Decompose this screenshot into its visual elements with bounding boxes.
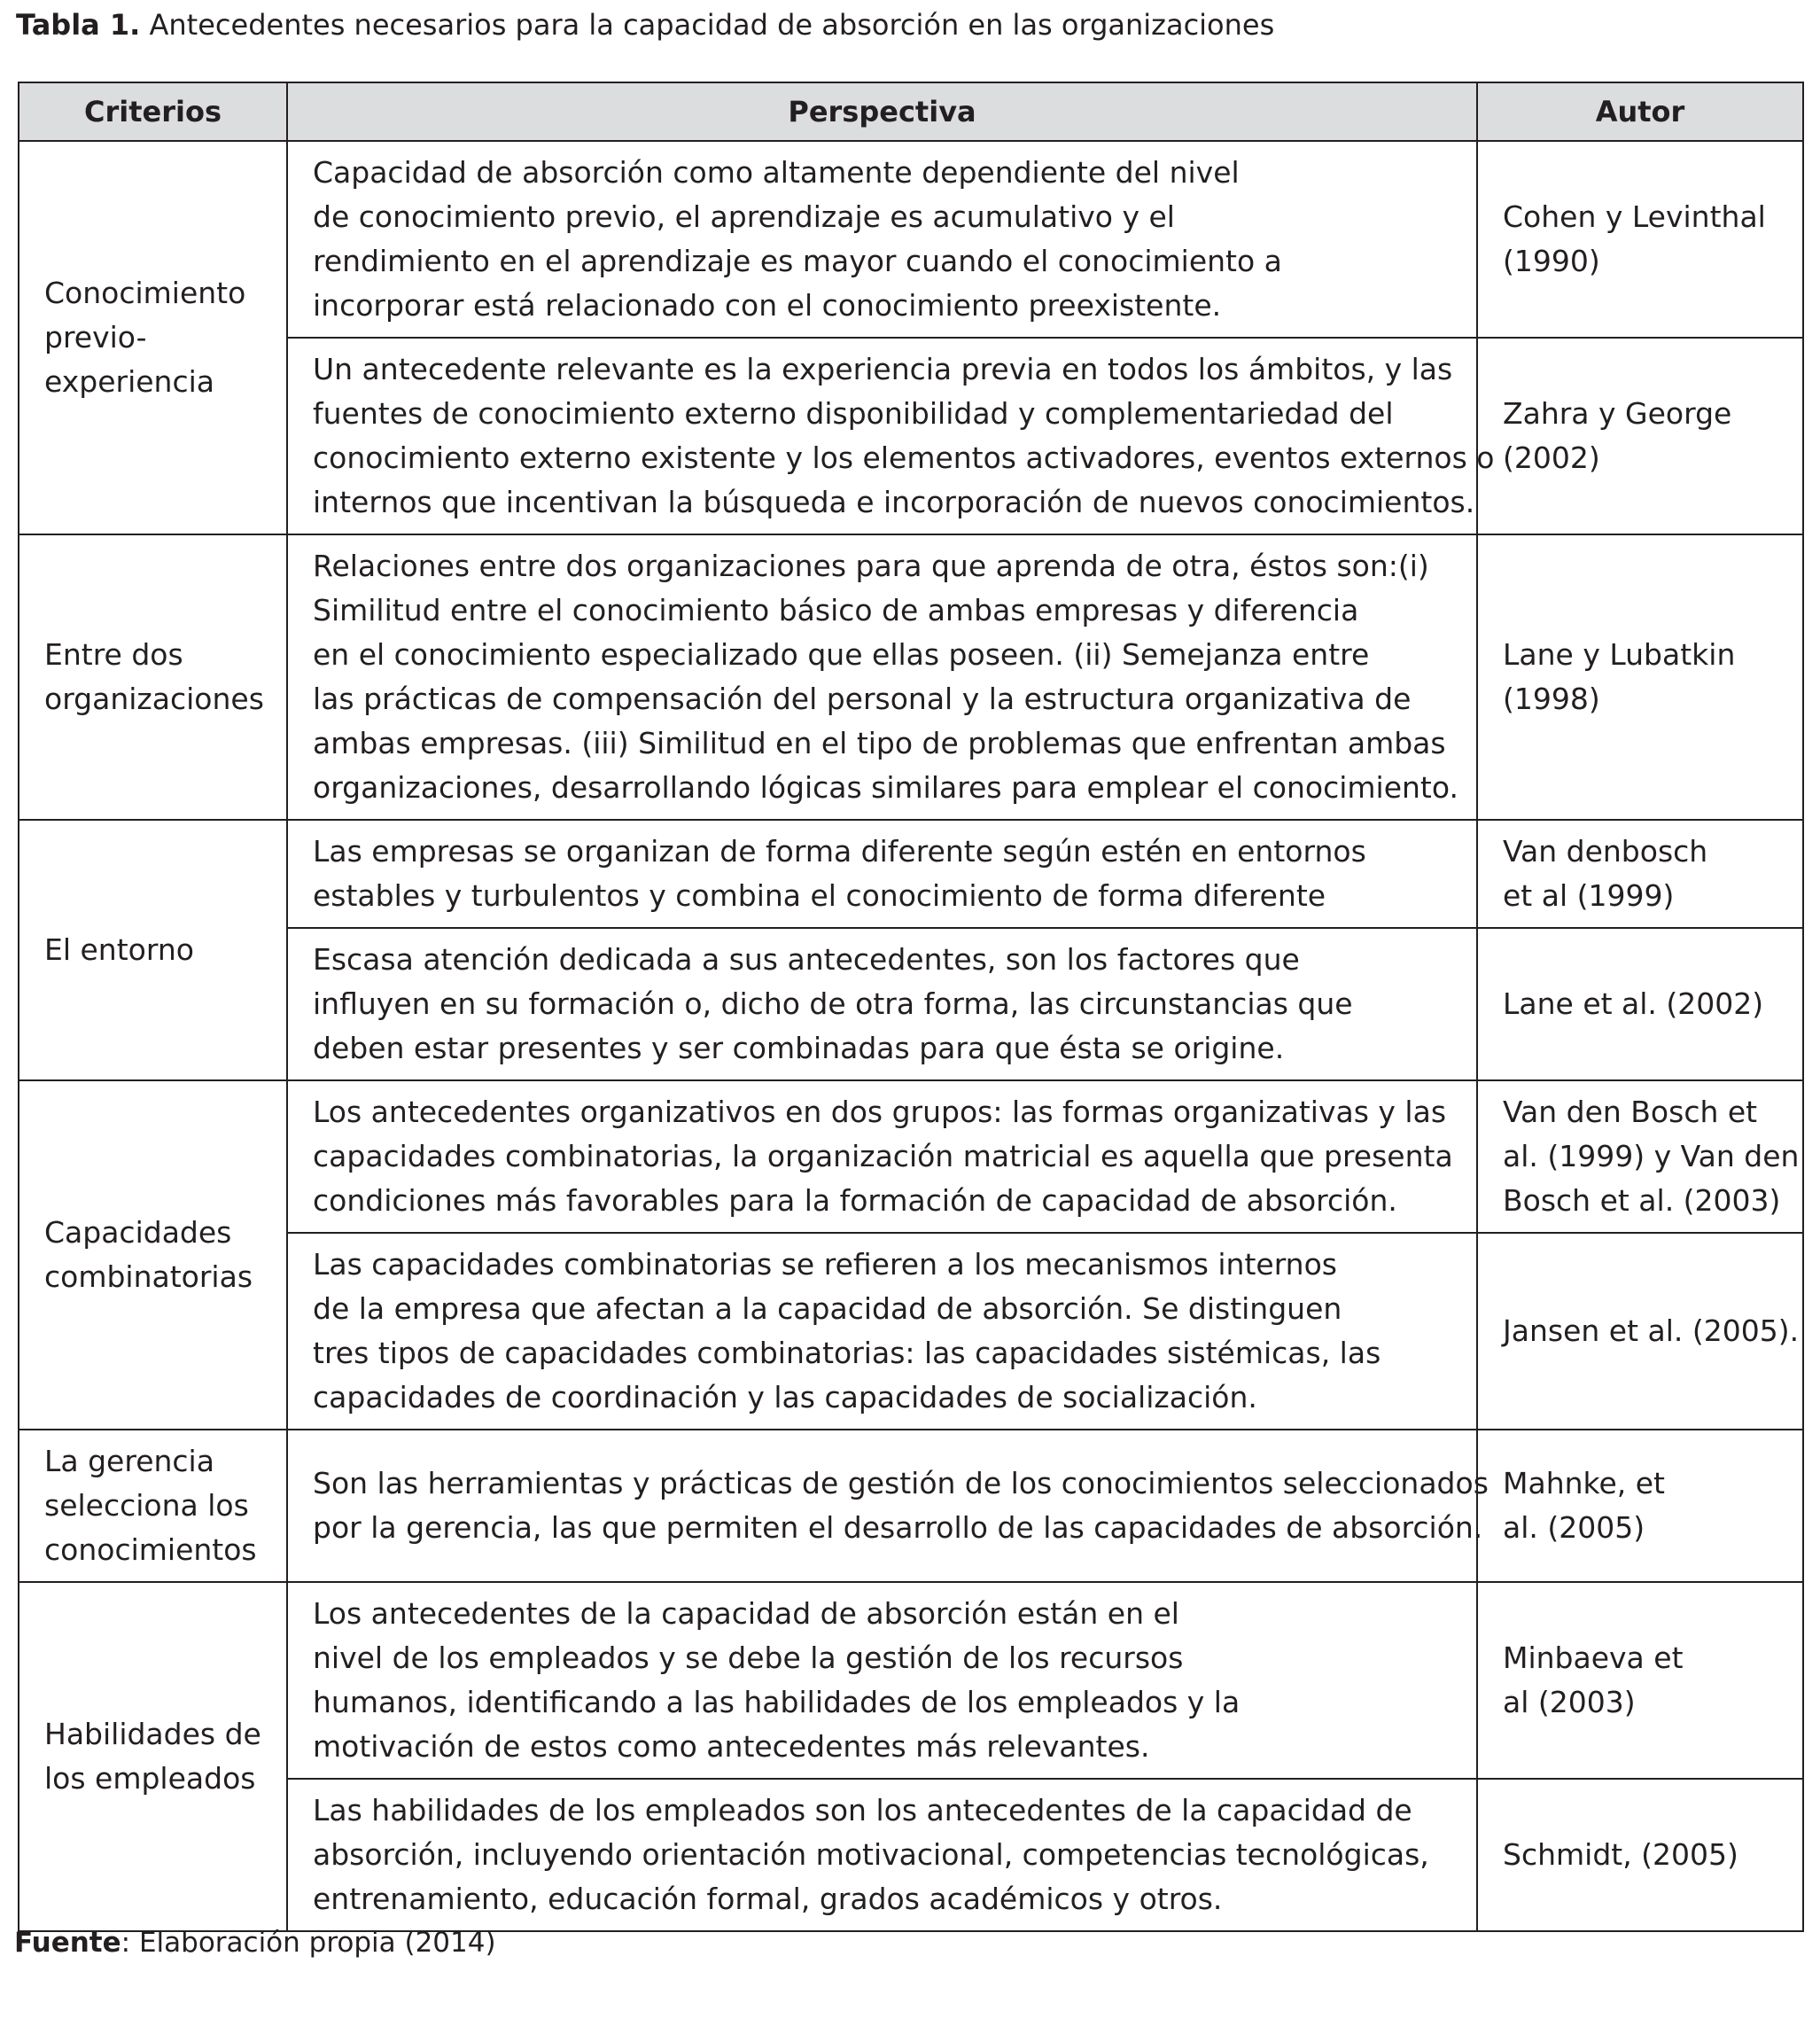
autor-line: Lane et al. (2002) — [1503, 986, 1764, 1021]
autor-line: Jansen et al. (2005). — [1503, 1313, 1800, 1348]
perspectiva-cell — [287, 1080, 1477, 1233]
autor-cell — [1477, 338, 1803, 534]
autor-cell — [1477, 820, 1803, 928]
autor-line: Van denbosch — [1503, 834, 1708, 869]
perspectiva-line: rendimiento en el aprendizaje es mayor cuando el conocimiento a — [313, 244, 1282, 278]
perspectiva-cell — [287, 820, 1477, 928]
perspectiva-line: tres tipos de capacidades combinatorias: las capacidades sistémicas, las — [313, 1336, 1381, 1370]
perspectiva-line: motivación de estos como antecedentes más relevantes. — [313, 1729, 1150, 1764]
table-row — [19, 534, 1803, 820]
table-row — [19, 141, 1803, 338]
perspectiva-line: Las capacidades combinatorias se refieren a los mecanismos internos — [313, 1247, 1337, 1282]
autor-line: (1990) — [1503, 244, 1600, 278]
table-row — [19, 1430, 1803, 1582]
perspectiva-line: condiciones más favorables para la formación de capacidad de absorción. — [313, 1183, 1397, 1218]
autor-cell — [1477, 1080, 1803, 1233]
autor-line: Schmidt, (2005) — [1503, 1837, 1738, 1872]
header-perspectiva: Perspectiva — [287, 82, 1477, 141]
perspectiva-line: Escasa atención dedicada a sus antecedentes, son los factores que — [313, 942, 1300, 977]
autor-line: Van den Bosch et — [1503, 1095, 1758, 1129]
autor-cell — [1477, 1233, 1803, 1430]
header-criterios: Criterios — [19, 82, 287, 141]
perspectiva-line: deben estar presentes y ser combinadas para que ésta se origine. — [313, 1031, 1285, 1065]
autor-cell — [1477, 1582, 1803, 1779]
perspectiva-cell — [287, 141, 1477, 338]
header-autor: Autor — [1477, 82, 1803, 141]
criterio-cell — [19, 141, 287, 534]
perspectiva-line: humanos, identificando a las habilidades de los empleados y la — [313, 1685, 1241, 1719]
autor-line: Mahnke, et — [1503, 1466, 1665, 1500]
perspectiva-line: incorporar está relacionado con el conocimiento preexistente. — [313, 288, 1222, 323]
table-row — [19, 1582, 1803, 1779]
caption-text: Antecedentes necesarios para la capacidad de absorción en las organizaciones — [140, 8, 1275, 42]
autor-cell — [1477, 141, 1803, 338]
criterio-line: Capacidades — [44, 1215, 232, 1250]
header-row — [19, 82, 1803, 141]
perspectiva-line: las prácticas de compensación del personal y la estructura organizativa de — [313, 682, 1412, 716]
perspectiva-line: Capacidad de absorción como altamente dependiente del nivel — [313, 155, 1240, 190]
perspectiva-line: internos que incentivan la búsqueda e incorporación de nuevos conocimientos. — [313, 485, 1475, 519]
perspectiva-line: Similitud entre el conocimiento básico de ambas empresas y diferencia — [313, 593, 1359, 627]
autor-line: (1998) — [1503, 682, 1600, 716]
autor-cell — [1477, 534, 1803, 820]
perspectiva-line: nivel de los empleados y se debe la gestión de los recursos — [313, 1640, 1184, 1675]
perspectiva-cell — [287, 1582, 1477, 1779]
perspectiva-line: organizaciones, desarrollando lógicas similares para emplear el conocimiento. — [313, 770, 1458, 805]
table-row — [19, 928, 1803, 1080]
perspectiva-line: ambas empresas. (iii) Similitud en el tipo de problemas que enfrentan ambas — [313, 726, 1446, 760]
table-row — [19, 1779, 1803, 1931]
autor-line: (2002) — [1503, 440, 1600, 475]
table-row — [19, 338, 1803, 534]
table-row — [19, 820, 1803, 928]
perspectiva-cell — [287, 1430, 1489, 1582]
perspectiva-cell — [287, 1233, 1477, 1430]
perspectiva-cell — [287, 534, 1477, 820]
autor-line: Bosch et al. (2003) — [1503, 1183, 1781, 1218]
source-label: Fuente — [14, 1927, 121, 1959]
perspectiva-line: capacidades combinatorias, la organización matricial es aquella que presenta — [313, 1139, 1453, 1173]
source-text: : Elaboración propia (2014) — [121, 1927, 496, 1959]
criterio-line: Conocimiento — [44, 276, 246, 310]
autor-line: al. (1999) y Van den — [1503, 1139, 1800, 1173]
criterio-line: experiencia — [44, 364, 214, 399]
criterio-line: La gerencia — [44, 1444, 214, 1478]
criterio-cell — [19, 534, 287, 820]
criterio-line: selecciona los — [44, 1488, 249, 1523]
criterio-cell — [19, 1080, 287, 1430]
perspectiva-cell — [287, 1779, 1477, 1931]
perspectiva-line: Relaciones entre dos organizaciones para que aprenda de otra, éstos son:(i) — [313, 549, 1429, 583]
autor-line: Lane y Lubatkin — [1503, 637, 1736, 672]
caption-label: Tabla 1. — [16, 8, 141, 42]
source-note — [14, 1923, 496, 1962]
autor-line: Minbaeva et — [1503, 1640, 1684, 1675]
perspectiva-line: Los antecedentes organizativos en dos grupos: las formas organizativas y las — [313, 1095, 1447, 1129]
perspectiva-line: en el conocimiento especializado que ellas poseen. (ii) Semejanza entre — [313, 637, 1370, 672]
perspectiva-line: capacidades de coordinación y las capacidades de socialización. — [313, 1380, 1257, 1414]
perspectiva-line: estables y turbulentos y combina el conocimiento de forma diferente — [313, 878, 1326, 913]
autor-line: et al (1999) — [1503, 878, 1675, 913]
perspectiva-line: absorción, incluyendo orientación motivacional, competencias tecnológicas, — [313, 1837, 1429, 1872]
perspectiva-line: Un antecedente relevante es la experiencia previa en todos los ámbitos, y las — [313, 352, 1453, 386]
criterio-line: Habilidades de — [44, 1717, 261, 1751]
criterio-line: combinatorias — [44, 1259, 253, 1294]
criterio-line: El entorno — [44, 932, 194, 967]
autor-cell — [1477, 928, 1803, 1080]
perspectiva-line: entrenamiento, educación formal, grados académicos y otros. — [313, 1882, 1223, 1916]
table-row — [19, 1080, 1803, 1233]
perspectiva-line: de la empresa que afectan a la capacidad de absorción. Se distinguen — [313, 1291, 1342, 1326]
table-caption — [16, 5, 1274, 44]
criterio-cell — [19, 1582, 287, 1931]
perspectiva-line: influyen en su formación o, dicho de otra forma, las circunstancias que — [313, 986, 1353, 1021]
autor-line: Cohen y Levinthal — [1503, 199, 1766, 234]
criterio-line: conocimientos — [44, 1532, 257, 1567]
perspectiva-cell — [287, 928, 1477, 1080]
autor-line: al (2003) — [1503, 1685, 1636, 1719]
perspectiva-line: fuentes de conocimiento externo disponibilidad y complementariedad del — [313, 396, 1394, 431]
autor-line: Zahra y George — [1503, 396, 1732, 431]
perspectiva-cell — [287, 338, 1495, 534]
criterio-line: organizaciones — [44, 682, 264, 716]
criterio-line: previo- — [44, 320, 147, 355]
autor-line: al. (2005) — [1503, 1510, 1645, 1545]
perspectiva-line: de conocimiento previo, el aprendizaje es acumulativo y el — [313, 199, 1175, 234]
autor-cell — [1477, 1430, 1803, 1582]
table-row — [19, 1233, 1803, 1430]
perspectiva-line: por la gerencia, las que permiten el desarrollo de las capacidades de absorción. — [313, 1510, 1483, 1545]
perspectiva-line: Las habilidades de los empleados son los antecedentes de la capacidad de — [313, 1793, 1412, 1827]
perspectiva-line: Son las herramientas y prácticas de gestión de los conocimientos seleccionados — [313, 1466, 1489, 1500]
criterio-cell — [19, 1430, 287, 1582]
autor-cell — [1477, 1779, 1803, 1931]
perspectiva-line: Las empresas se organizan de forma diferente según estén en entornos — [313, 834, 1366, 869]
perspectiva-line: Los antecedentes de la capacidad de absorción están en el — [313, 1596, 1179, 1631]
perspectiva-line: conocimiento externo existente y los elementos activadores, eventos externos o — [313, 440, 1495, 475]
antecedents-table — [18, 82, 1804, 1932]
criterio-line: los empleados — [44, 1761, 256, 1796]
criterio-line: Entre dos — [44, 637, 183, 672]
criterio-cell — [19, 820, 287, 1080]
